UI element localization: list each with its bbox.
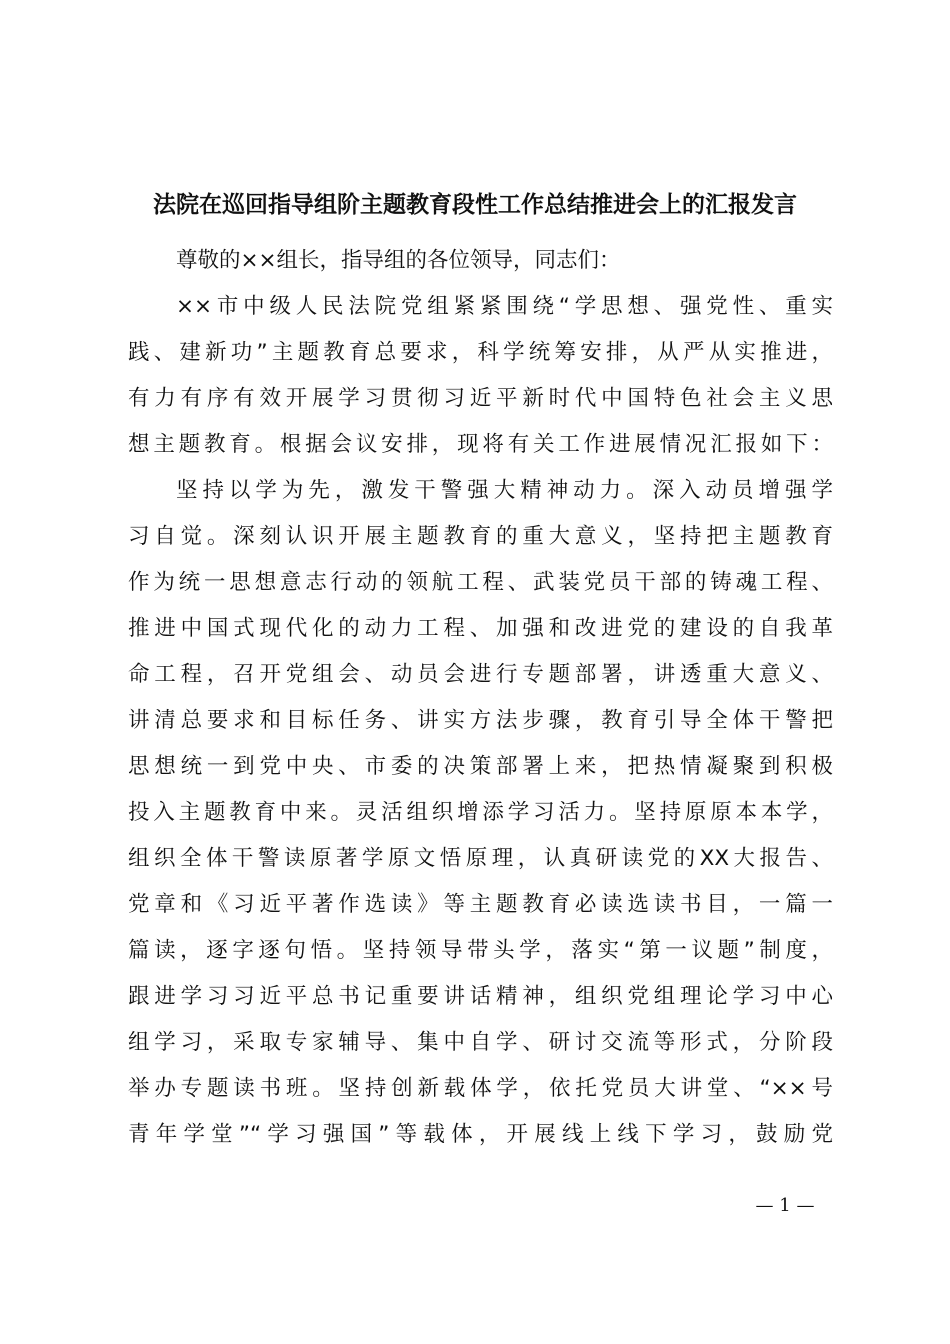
salutation-line: 尊敬的××组长，指导组的各位领导，同志们： <box>176 248 621 273</box>
paragraph-2-line-3: 作为统一思想意志行动的领航工程、武装党员干部的铸魂工程、 <box>128 570 833 595</box>
page-number: — 1 — <box>755 1195 815 1216</box>
paragraph-2-line-9: 组织全体干警读原著学原文悟原理，认真研读党的XX大报告、 <box>128 846 833 871</box>
document-body <box>128 238 833 1158</box>
paragraph-2-line-10: 党章和《习近平著作选读》等主题教育必读选读书目，一篇一 <box>128 892 833 917</box>
paragraph-2-line-14: 举办专题读书班。坚持创新载体学，依托党员大讲堂、“××号 <box>128 1076 833 1101</box>
paragraph-2-line-12: 跟进学习习近平总书记重要讲话精神，组织党组理论学习中心 <box>128 984 833 1009</box>
paragraph-2-line-8: 投入主题教育中来。灵活组织增添学习活力。坚持原原本本学， <box>128 800 833 825</box>
paragraph-1-line-1: ××市中级人民法院党组紧紧围绕“学思想、强党性、重实 <box>176 294 833 319</box>
paragraph-1-line-4: 想主题教育。根据会议安排，现将有关工作进展情况汇报如下： <box>128 432 833 457</box>
paragraph-2-line-6: 讲清总要求和目标任务、讲实方法步骤，教育引导全体干警把 <box>128 708 833 733</box>
paragraph-2-line-15: 青年学堂”“学习强国”等载体，开展线上线下学习，鼓励党 <box>128 1122 833 1147</box>
document-title: 法院在巡回指导组阶主题教育段性工作总结推进会上的汇报发言 <box>153 191 797 218</box>
paragraph-2-line-7: 思想统一到党中央、市委的决策部署上来，把热情凝聚到积极 <box>128 754 833 779</box>
paragraph-2-line-13: 组学习，采取专家辅导、集中自学、研讨交流等形式，分阶段 <box>128 1030 833 1055</box>
paragraph-1-line-2: 践、建新功”主题教育总要求，科学统筹安排，从严从实推进， <box>128 340 833 365</box>
paragraph-2-line-11: 篇读，逐字逐句悟。坚持领导带头学，落实“第一议题”制度， <box>128 938 833 963</box>
paragraph-2-line-4: 推进中国式现代化的动力工程、加强和改进党的建设的自我革 <box>128 616 833 641</box>
paragraph-2-line-2: 习自觉。深刻认识开展主题教育的重大意义，坚持把主题教育 <box>128 524 833 549</box>
paragraph-2-line-5: 命工程，召开党组会、动员会进行专题部署，讲透重大意义、 <box>128 662 833 687</box>
paragraph-2-line-1: 坚持以学为先，激发干警强大精神动力。深入动员增强学 <box>176 478 833 503</box>
paragraph-1-line-3: 有力有序有效开展学习贯彻习近平新时代中国特色社会主义思 <box>128 386 833 411</box>
